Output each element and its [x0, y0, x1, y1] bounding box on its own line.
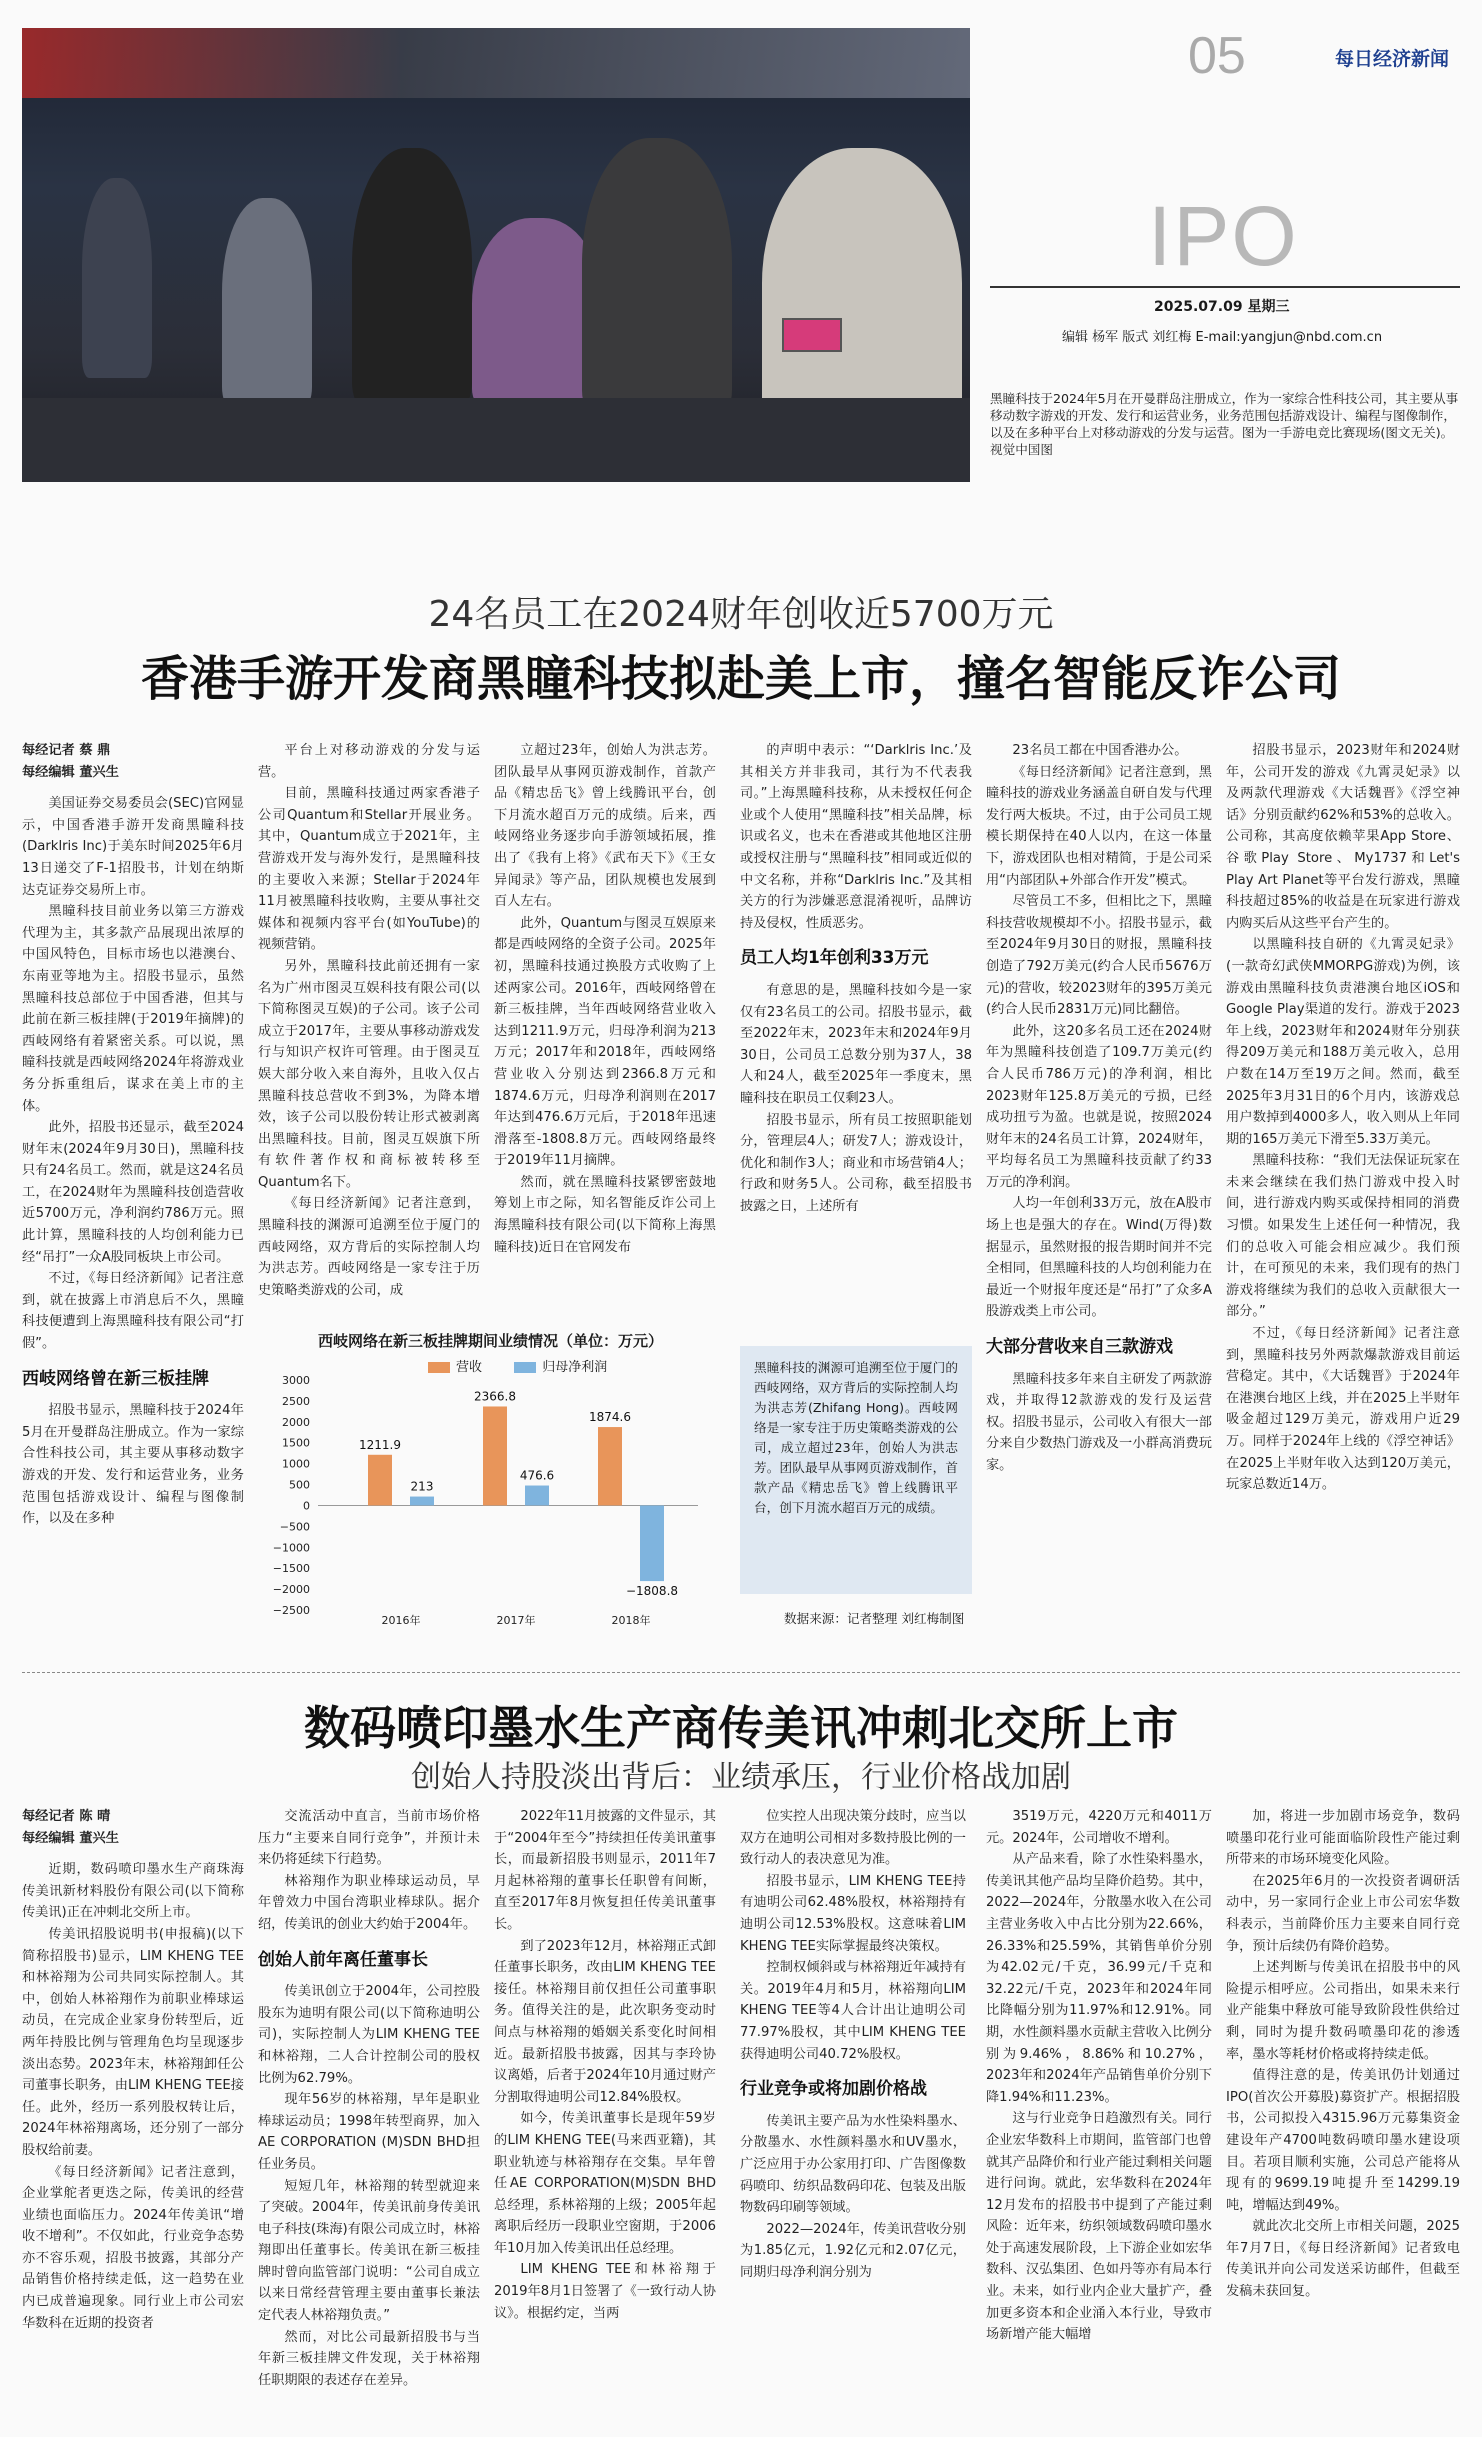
subhead-xiqi: 西岐网络曾在新三板挂牌: [22, 1368, 209, 1389]
article2-col1-body: [22, 1859, 244, 2334]
article2-col6-body: [1226, 1806, 1460, 2303]
data-label: 476.6: [519, 1468, 555, 1483]
article2-col2b-body: [258, 1981, 480, 2391]
article1-col1-body: [22, 793, 244, 1354]
paragraph: 加，将进一步加剧市场竞争，数码喷墨印花行业可能面临阶段性产能过剩所带来的市场环境变化风险。: [1226, 1809, 1460, 1868]
paragraph: 招股书显示，2023财年和2024财年，公司开发的游戏《九霄灵妃录》以及两款代理游戏《大话魏晋》《浮空神话》分别贡献约62%和53%的总收入。公司称，其高度依赖苹果App Store、谷歌Play Store、My1737和Let's Play Art Planet等平台发行游戏，黑瞳科技超过85%的收益是在玩家进行游戏内购买后从这些平台产生的。: [1226, 743, 1460, 931]
photo-desk: [22, 398, 970, 482]
legend-label-revenue: 营收: [456, 1360, 483, 1375]
article1-col6-body: [1226, 740, 1460, 1496]
paragraph: 林裕翔作为职业棒球运动员，早年曾效力中国台湾职业棒球队。据介绍，传美讯的创业大约始于2004年。: [258, 1873, 480, 1932]
paragraph: 控制权倾斜或与林裕翔近年减持有关。2019年4月和5月，林裕翔向LIM KHENG TEE等4人合计出让迪明公司77.97%股权，其中LIM KHENG TEE获得迪明公司40.72%股权。: [740, 1960, 966, 2062]
paragraph: 现年56岁的林裕翔，早年是职业棒球运动员；1998年转型商界，加入AE CORPORATION (M)SDN BHD担任业务员。: [258, 2092, 480, 2172]
article1-col6: [1226, 740, 1460, 1655]
xiqi-chart: [258, 1320, 728, 1630]
paragraph: 黑瞳科技目前业务以第三方游戏代理为主，其多款产品展现出浓厚的中国风特色，目标市场也以港澳台、东南亚等地为主。招股书显示，虽然黑瞳科技总部位于中国香港，但其与此前在新三板挂牌(于2019年摘牌)的西岐网络有着紧密关系。可以说，黑瞳科技就是西岐网络2024年将游戏业务分拆重组后，谋求在美上市的主体。: [22, 904, 244, 1114]
article1-headline: 香港手游开发商黑瞳科技拟赴美上市，撞名智能反诈公司: [140, 651, 1341, 707]
y-tick-label: 3000: [282, 1374, 310, 1387]
paragraph: 招股书显示，LIM KHENG TEE持有迪明公司62.48%股权，林裕翔持有迪明公司12.53%股权。这意味着LIM KHENG TEE实际掌握最终决策权。: [740, 1873, 966, 1954]
x-tick-label: 2016年: [381, 1614, 421, 1627]
y-tick-label: −1500: [272, 1562, 310, 1576]
paragraph: 另外，黑瞳科技此前还拥有一家名为广州市图灵互娱科技有限公司(以下简称图灵互娱)的子公司。该子公司成立于2017年，主要从事移动游戏发行与知识产权许可管理。由于图灵互娱大部分收入来自海外，且收入仅占黑瞳科技总营收不到3%，为降本增效，该子公司以股份转让形式被剥离出黑瞳科技。目前，图灵互娱旗下所有软件著作权和商标被转移至Quantum名下。: [258, 958, 480, 1190]
article1-col1b-body: [22, 1400, 244, 1530]
paragraph: 的声明中表示：“‘Darklris Inc.’及其相关方并非我司，其行为不代表我司。”上海黑瞳科技称，从未授权任何企业或个人使用“黑瞳科技”相关品牌，标识或名义，也未在香港或其他地区注册或授权注册与“黑瞳科技”相同或近似的中文名称，并称“Darklris Inc.”及其相关方的行为涉嫌恶意混淆视听，品牌访持及侵权，性质恶劣。: [740, 743, 972, 931]
section-title: IPO: [1148, 189, 1299, 283]
article1-col5-body: [986, 740, 1212, 1323]
a2-byline-reporter: 每经记者 陈 晴: [22, 1809, 111, 1824]
paragraph: 人均一年创利33万元，放在A股市场上也是强大的存在。Wind(万得)数据显示，虽然财报的报告期时间并不完全相同，但黑瞳科技的人均创利能力在最近一个财报年度还是“吊打”了众多A股游戏类上市公司。: [986, 1196, 1212, 1320]
paragraph: LIM KHENG TEE和林裕翔于2019年8月1日签署了《一致行动人协议》。根据约定，当两: [494, 2262, 716, 2321]
paragraph: 黑瞳科技称：“我们无法保证玩家在未来会继续在我们热门游戏中投入时间，进行游戏内购买或保持相同的消费习惯。如果发生上述任何一种情况，我们的总收入可能会相应减少。我们预计，在可预见的未来，我们现有的热门游戏将继续为我们的总收入贡献很大一部分。”: [1226, 1153, 1460, 1320]
paragraph: 《每日经济新闻》记者注意到，企业掌舵者更迭之际，传美讯的经营业绩也面临压力。2024年传美讯“增收不增利”。不仅如此，行业竞争态势亦不容乐观，招股书披露，其部分产品销售价格持续走低，这一趋势在业内已成普遍现象。同行业上市公司宏华数科在近期的投资者: [22, 2164, 244, 2331]
bar-profit: [410, 1497, 434, 1506]
article2-col3: [494, 1806, 716, 2426]
bar-revenue: [368, 1455, 392, 1506]
paragraph: 不过，《每日经济新闻》记者注意到，就在披露上市消息后不久，黑瞳科技便遭到上海黑瞳科技有限公司“打假”。: [22, 1271, 244, 1352]
paragraph: 尽管员工不多，但相比之下，黑瞳科技营收规模却不小。招股书显示，截至2024年9月30日的财报，黑瞳科技创造了792万美元(约合人民币5676万元)的营收，较2023财年的395万美元(约合人民币2831万元)同比翻倍。: [986, 894, 1212, 1018]
paragraph: 2022—2024年，传美讯营收分别为1.85亿元，1.92亿元和2.07亿元，同期归母净利润分别为: [740, 2221, 966, 2280]
article2-col5: [986, 1806, 1212, 2426]
paragraph: 招股书显示，黑瞳科技于2024年5月在开曼群岛注册成立。作为一家综合性科技公司，其主要从事移动数字游戏的开发、发行和运营业务，业务范围包括游戏设计、编程与图像制作，以及在多种: [22, 1403, 244, 1527]
paragraph: 位实控人出现决策分歧时，应当以双方在迪明公司相对多数持股比例的一致行动人的表决意见为准。: [740, 1809, 966, 1868]
paragraph: 23名员工都在中国香港办公。: [1012, 743, 1188, 758]
bar-profit: [640, 1505, 664, 1581]
paragraph: 以黑瞳科技自研的《九霄灵妃录》(一款奇幻武侠MMORPG游戏)为例，该游戏由黑瞳科技负责港澳台地区iOS和Google Play渠道的发行。游戏于2023年上线，2023财年和2024财年分别获得209万美元和188万美元收入，总用户数在14万至19万之间。然而，截至2025年3月31日的6个月内，该游戏总用户数掉到4000多人，收入则从上年同期的165万美元下滑至5.33万美元。: [1226, 937, 1460, 1147]
article1-col3-body: [494, 740, 716, 1258]
data-label: 213: [410, 1479, 434, 1494]
paragraph: 此外，这20多名员工还在2024财年为黑瞳科技创造了109.7万美元(约合人民币786万元)的净利润，相比2023财年125.8万美元的亏损，已经成功扭亏为盈。也就是说，按照2024财年末的24名员工计算，2024财年，平均每名员工为黑瞳科技贡献了约33万元的净利润。: [986, 1023, 1212, 1190]
subhead-price-war: 行业竞争或将加剧价格战: [740, 2079, 927, 2100]
article2-col4-body: [740, 1806, 966, 2065]
paragraph: 此外，招股书还显示，截至2024财年末(2024年9月30日)，黑瞳科技只有24名员工。然而，就是这24名员工，在2024财年为黑瞳科技创造营收近5700万元，净利润约786万元。照此计算，黑瞳科技的人均创利能力已经“吊打”一众A股同板块上市公司。: [22, 1120, 244, 1265]
editors-line: 编辑 杨军 版式 刘红梅 E-mail:yangjun@nbd.com.cn: [1062, 330, 1383, 345]
paragraph: 立超过23年，创始人为洪志芳。团队最早从事网页游戏制作，首款产品《精忠岳飞》曾上线腾讯平台，创下月流水超百万元的成绩。后来，西岐网络业务逐步向手游领域拓展，推出了《我有上将》《武布天下》《王女异闻录》等产品，团队规模也发展到百人左右。: [494, 743, 716, 910]
article2-col6: [1226, 1806, 1460, 2426]
article-divider: [22, 1672, 1460, 1673]
paragraph: 到了2023年12月，林裕翔正式卸任董事长职务，改由LIM KHENG TEE接任。林裕翔目前仅担任公司董事职务。值得关注的是，此次职务变动时间点与林裕翔的婚姻关系变化时间相近。最新招股书披露，因其与李玲协议离婚，后者于2024年10月通过财产分割取得迪明公司12.84%股权。: [494, 1938, 716, 2105]
subhead-founder: 创始人前年离任董事长: [258, 1949, 428, 1970]
y-tick-label: −2500: [272, 1604, 310, 1617]
article2-col2-body: [258, 1806, 480, 1936]
article2-col1: [22, 1806, 244, 2426]
article1-col4b-body: [740, 980, 972, 1218]
article1-col4-body: [740, 740, 972, 934]
paragraph: 短短几年，林裕翔的转型就迎来了突破。2004年，传美讯前身传美讯电子科技(珠海)有限公司成立时，林裕翔即出任董事长。传美讯在新三板挂牌时曾向监管部门说明：“公司自成立以来日常经营管理主要由董事长兼法定代表人林裕翔负责。”: [258, 2178, 480, 2324]
article1-topline: 24名员工在2024财年创收近5700万元: [428, 594, 1054, 635]
y-tick-label: 500: [289, 1478, 310, 1492]
paragraph: 交流活动中直言，当前市场价格压力“主要来自同行竞争”，并预计未来仍将延续下行趋势。: [258, 1809, 480, 1868]
hero-photo: [22, 28, 970, 482]
article1-col5: [986, 740, 1212, 1655]
y-tick-label: −500: [279, 1520, 310, 1534]
bar-profit: [525, 1486, 549, 1506]
chart-title: 西岐网络在新三板挂牌期间业绩情况（单位：万元）: [318, 1332, 664, 1350]
paragraph: 上述判断与传美讯在招股书中的风险提示相呼应。公司指出，如果未来行业产能集中释放可能导致阶段性供给过剩，同时为提升数码喷墨印花的渗透率，墨水等耗材价格或将持续走低。: [1226, 1960, 1460, 2062]
article1-col2: [258, 740, 480, 1310]
article1-col5b-body: [986, 1369, 1212, 1477]
chart-plot: [258, 1320, 728, 1630]
data-label: −1808.8: [625, 1584, 679, 1599]
y-tick-label: −2000: [272, 1583, 310, 1597]
data-label: 1211.9: [359, 1437, 401, 1452]
paragraph: 就此次北交所上市相关问题，2025年7月7日，《每日经济新闻》记者致电传美讯并向公司发送采访邮件，但截至发稿未获回复。: [1226, 2219, 1460, 2300]
paper-name: 每日经济新闻: [1335, 48, 1450, 70]
paragraph: 此外，Quantum与图灵互娱原来都是西岐网络的全资子公司。2025年初，黑瞳科技通过换股方式收购了上述两家公司。2016年，西岐网络曾在新三板挂牌，当年西岐网络营业收入达到1211.9万元，归母净利润为213万元；2017年和2018年，西岐网络营业收入分别达到2366.8万元和1874.6万元，归母净利润则在2017年达到476.6万元后，于2018年迅速滑落至-1808.8万元。西岐网络最终于2019年11月摘牌。: [494, 915, 716, 1169]
article1-col4: [740, 740, 972, 1310]
article2-col4b-body: [740, 2111, 966, 2284]
page-number: 05: [1188, 27, 1246, 85]
paragraph: 黑瞳科技多年来自主研发了两款游戏，并取得12款游戏的发行及运营权。招股书显示，公司收入有很大一部分来自少数热门游戏及一小群高消费玩家。: [986, 1371, 1212, 1473]
article2-col5-body: [986, 1806, 1212, 2346]
y-tick-label: 0: [303, 1499, 310, 1513]
section-rule: [990, 286, 1460, 288]
paragraph: 美国证券交易委员会(SEC)官网显示，中国香港手游开发商黑瞳科技(Darklris Inc)于美东时间2025年6月13日递交了F-1招股书，计划在纳斯达克证券交易所上市。: [22, 796, 244, 898]
data-label: 2366.8: [474, 1389, 516, 1404]
paragraph: 如今，传美讯董事长是现年59岁的LIM KHENG TEE(马来西亚籍)，其职业轨迹与林裕翔存在交集。早年曾任AE CORPORATION(M)SDN BHD总经理，系林裕翔的上级；2005年起离职后经历一段职业空窗期，于2006年10月加入传美讯出任总经理。: [494, 2111, 716, 2256]
paragraph: 不过，《每日经济新闻》记者注意到，黑瞳科技另外两款爆款游戏目前运营稳定。其中，《大话魏晋》于2024年在港澳台地区上线，并在2025上半财年吸金超过129万美元，游戏用户近29万。同样于2024年上线的《浮空神话》在2025上半财年收入达到120万美元，玩家总数近14万。: [1226, 1326, 1460, 1493]
y-tick-label: 2000: [282, 1415, 310, 1429]
paragraph: 3519万元，4220万元和4011万元。2024年，公司增收不增利。: [986, 1809, 1212, 1846]
paragraph: 然而，对比公司最新招股书与当年新三板挂牌文件发现，关于林裕翔任职期限的表述存在差异。: [258, 2329, 480, 2388]
y-tick-label: 1500: [282, 1436, 310, 1450]
y-tick-label: −1000: [272, 1541, 310, 1555]
paragraph: 平台上对移动游戏的分发与运营。: [258, 743, 480, 780]
article2-col3-body: [494, 1806, 716, 2324]
article1-col1: [22, 740, 244, 1655]
photo-banner: [22, 28, 970, 98]
article1-col3: [494, 740, 716, 1310]
paragraph: 这与行业竞争日趋激烈有关。同行企业宏华数科上市期间，监管部门也曾就其产品降价和行业产能过剩相关问题进行问询。就此，宏华数科在2024年12月发布的招股书中提到了产能过剩风险：近年来，纺织领域数码喷印墨水处于高速发展阶段，上下游企业如宏华数科、汉弘集团、色如丹等亦有局本行业。未来，如行业内企业大量扩产，叠加更多资本和企业涌入本行业，导致市场新增产能大幅增: [986, 2111, 1212, 2343]
paragraph: 传美讯主要产品为水性染料墨水、分散墨水、水性颜料墨水和UV墨水，广泛应用于办公家用打印、广告图像数码喷印、纺织品数码印花、包装及出版物数码印刷等领域。: [740, 2113, 966, 2216]
paragraph: 2022年11月披露的文件显示，其于“2004年至今”持续担任传美讯董事长，而最新招股书则显示，2011年7月起林裕翔的董事长任职曾有间断，直至2017年8月恢复担任传美讯董事长。: [494, 1809, 716, 1932]
byline-reporter: 每经记者 蔡 鼎: [22, 743, 111, 758]
article1-col2-body: [258, 740, 480, 1301]
paragraph: 《每日经济新闻》记者注意到，黑瞳科技的游戏业务涵盖自研自发与代理发行两大板块。不过，由于公司员工规模长期保持在40人以内，在这一体量下，游戏团队也相对精简，于是公司采用“内部团队+外部合作开发”模式。: [986, 764, 1212, 888]
byline-editor: 每经编辑 董兴生: [22, 764, 119, 780]
photo-caption: 黑瞳科技于2024年5月在开曼群岛注册成立，作为一家综合性科技公司，其主要从事移动数字游戏的开发、发行和运营业务，业务范围包括游戏设计、编程与图像制作，以及在多种平台上对移动游戏的分发与运营。图为一手游电竞比赛现场(图文无关)。 视觉中国图: [990, 391, 1459, 457]
article2-subheadline: 创始人持股淡出背后：业绩承压，行业价格战加剧: [411, 1760, 1071, 1795]
data-label: 1874.6: [589, 1410, 631, 1425]
legend-label-profit: 归母净利润: [542, 1360, 608, 1375]
side-note: 黑瞳科技的渊源可追溯至位于厦门的西岐网络，双方背后的实际控制人均为洪志芳(Zhifang Hong)。西岐网络是一家专注于历史策略类游戏的公司，成立超过23年，创始人为洪志芳。团队最早从事网页游戏制作，首款产品《精忠岳飞》曾上线腾讯平台，创下月流水超百万元的成绩。: [740, 1346, 972, 1594]
paragraph: 《每日经济新闻》记者注意到，黑瞳科技的渊源可追溯至位于厦门的西岐网络，双方背后的实际控制人均为洪志芳。西岐网络是一家专注于历史策略类游戏的公司，成: [258, 1196, 480, 1298]
paragraph: 有意思的是，黑瞳科技如今是一家仅有23名员工的公司。招股书显示，截至2022年末，2023年末和2024年9月30日，公司员工总数分别为37人，38人和24人，截至2025年一季度末，黑瞳科技在职员工仅剩23人。: [740, 982, 972, 1106]
issue-date: 2025.07.09 星期三: [1154, 299, 1290, 315]
paragraph: 招股书显示，所有员工按照职能划分，管理层4人；研发7人；游戏设计，优化和制作3人；商业和市场营销4人；行政和财务5人。公司称，截至招股书披露之日，上述所有: [740, 1112, 972, 1214]
article2-col2: [258, 1806, 480, 2426]
paragraph: 然而，就在黑瞳科技紧锣密鼓地筹划上市之际，知名智能反诈公司上海黑瞳科技有限公司(以下简称上海黑瞳科技)近日在官网发布: [494, 1174, 716, 1255]
paragraph: 值得注意的是，传美讯仍计划通过IPO(首次公开募股)募资扩产。根据招股书，公司拟投入4315.96万元募集资金建设年产4700吨数码喷印墨水建设项目。若项目顺利实施，公司总产能将从现有的9699.19吨提升至14299.19吨，增幅达到49%。: [1226, 2068, 1460, 2213]
y-tick-label: 2500: [282, 1394, 310, 1408]
article2-headline: 数码喷印墨水生产商传美讯冲刺北交所上市: [304, 1701, 1178, 1755]
paragraph: 在2025年6月的一次投资者调研活动中，另一家同行企业上市公司宏华数科表示，当前降价压力主要来自同行竞争，预计后续仍有降价趋势。: [1226, 1873, 1460, 1954]
subhead-per-capita: 员工人均1年创利33万元: [740, 948, 929, 969]
paragraph: 传美讯创立于2004年，公司控股股东为迪明有限公司(以下简称迪明公司)，实际控制人为LIM KHENG TEE和林裕翔，二人合计控制公司的股权比例为62.79%。: [258, 1984, 480, 2086]
a2-byline-editor: 每经编辑 董兴生: [22, 1830, 119, 1846]
y-tick-label: 1000: [282, 1457, 310, 1471]
subhead-self-dev: 大部分营收来自三款游戏: [986, 1337, 1173, 1358]
bar-revenue: [598, 1427, 622, 1505]
x-tick-label: 2018年: [611, 1614, 651, 1627]
data-source: 数据来源：记者整理 刘红梅制图: [784, 1611, 965, 1626]
paragraph: 近期，数码喷印墨水生产商珠海传美讯新材料股份有限公司(以下简称传美讯)正在冲刺北交所上市。: [22, 1862, 244, 1921]
bar-revenue: [483, 1406, 507, 1505]
paragraph: 目前，黑瞳科技通过两家香港子公司Quantum和Stellar开展业务。其中，Quantum成立于2021年，主营游戏开发与海外发行，是黑瞳科技的主要收入来源；Stellar于2024年11月被黑瞳科技收购，主要从事社交媒体和视频内容平台(如YouTube)的视频营销。: [258, 786, 480, 953]
x-tick-label: 2017年: [496, 1614, 536, 1627]
paragraph: 传美讯招股说明书(申报稿)(以下简称招股书)显示，LIM KHENG TEE和林裕翔为公司共同实际控制人。其中，创始人林裕翔作为前职业棒球运动员，在完成企业家身份转型后，近两年持股比例与管理角色均呈现逐步淡出态势。2023年末，林裕翔卸任公司董事长职务，由LIM KHENG TEE接任。此外，经历一系列股权转让后，2024年林裕翔离场，还分别了一部分股权给前妻。: [22, 1926, 244, 2158]
article2-col4: [740, 1806, 966, 2426]
paragraph: 从产品来看，除了水性染料墨水，传美讯其他产品均呈降价趋势。其中，2022—2024年，分散墨水收入在公司主营业务收入中占比分别为22.66%，26.33%和25.59%，其销售单价分别为42.02元/千克，36.99元/千克和32.22元/千克，2023年和2024年同比降幅分别为11.97%和12.91%。同期，水性颜料墨水贡献主营收入比例分别为9.46%，8.86%和10.27%，2023年和2024年产品销售单价分别下降1.94%和11.23%。: [986, 1852, 1212, 2105]
